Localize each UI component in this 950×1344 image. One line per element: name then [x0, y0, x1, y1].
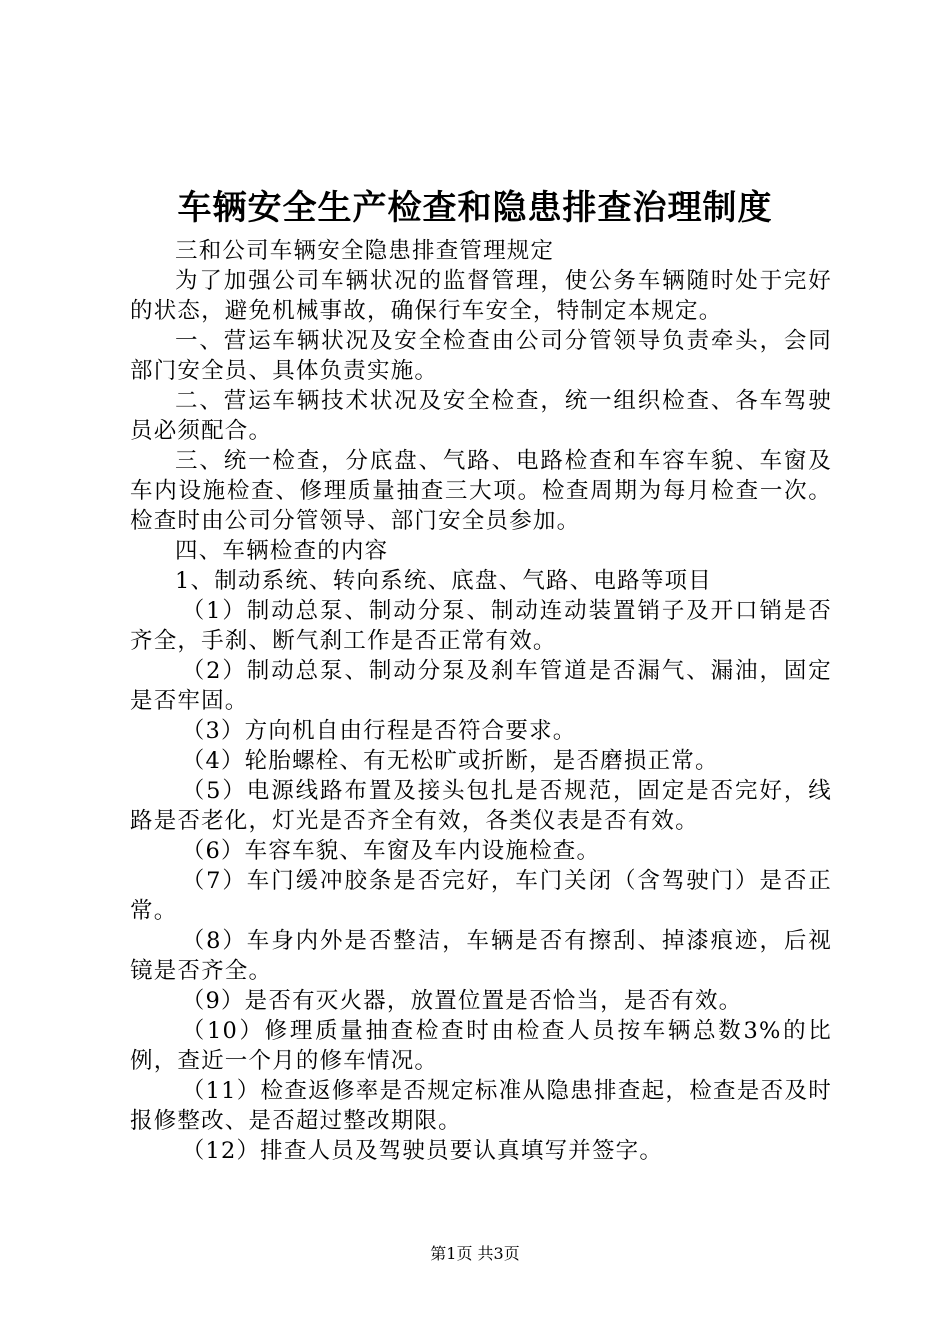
paragraph-subtitle: 三和公司车辆安全隐患排查管理规定: [175, 238, 555, 264]
list-item-10: （10）修理质量抽查检查时由检查人员按车辆总数3%的比例，查近一个月的修车情况。: [130, 1018, 832, 1074]
paragraph-section-3: 三、统一检查，分底盘、气路、电路检查和车容车貌、车窗及车内设施检查、修理质量抽查三大项。检查周期为每月检查一次。检查时由公司分管领导、部门安全员参加。: [130, 448, 832, 534]
paragraph-section-1: 一、营运车辆状况及安全检查由公司分管领导负责牵头，会同部门安全员、具体负责实施。: [130, 328, 832, 384]
list-item-7: （7）车门缓冲胶条是否完好，车门关闭（含驾驶门）是否正常。: [130, 868, 832, 924]
page-number-footer: 第1页 共3页: [430, 1244, 520, 1263]
document-title: 车辆安全生产检查和隐患排查治理制度: [177, 188, 773, 228]
list-item-6: （6）车容车貌、车窗及车内设施检查。: [181, 838, 601, 864]
paragraph-section-4-heading: 四、车辆检查的内容: [175, 538, 389, 564]
list-item-8: （8）车身内外是否整洁，车辆是否有擦刮、掉漆痕迹，后视镜是否齐全。: [130, 928, 832, 984]
paragraph-intro: 为了加强公司车辆状况的监督管理，使公务车辆随时处于完好的状态，避免机械事故，确保行车安全，特制定本规定。: [130, 268, 832, 324]
list-item-12: （12）排查人员及驾驶员要认真填写并签字。: [181, 1138, 664, 1164]
list-item-4: （4）轮胎螺栓、有无松旷或折断，是否磨损正常。: [181, 748, 719, 774]
list-item-11: （11）检查返修率是否规定标准从隐患排查起，检查是否及时报修整改、是否超过整改期限。: [130, 1078, 832, 1134]
list-item-9: （9）是否有灭火器，放置位置是否恰当，是否有效。: [181, 988, 743, 1014]
list-item-2: （2）制动总泵、制动分泵及刹车管道是否漏气、漏油，固定是否牢固。: [130, 658, 832, 714]
list-item-3: （3）方向机自由行程是否符合要求。: [181, 718, 577, 744]
paragraph-subsection-1: 1、制动系统、转向系统、底盘、气路、电路等项目: [175, 568, 712, 594]
list-item-1: （1）制动总泵、制动分泵、制动连动装置销子及开口销是否齐全，手刹、断气刹工作是否正常有效。: [130, 598, 832, 654]
paragraph-section-2: 二、营运车辆技术状况及安全检查，统一组织检查、各车驾驶员必须配合。: [130, 388, 832, 444]
document-body: [130, 236, 832, 1166]
list-item-5: （5）电源线路布置及接头包扎是否规范，固定是否完好，线路是否老化，灯光是否齐全有效，各类仪表是否有效。: [130, 778, 832, 834]
